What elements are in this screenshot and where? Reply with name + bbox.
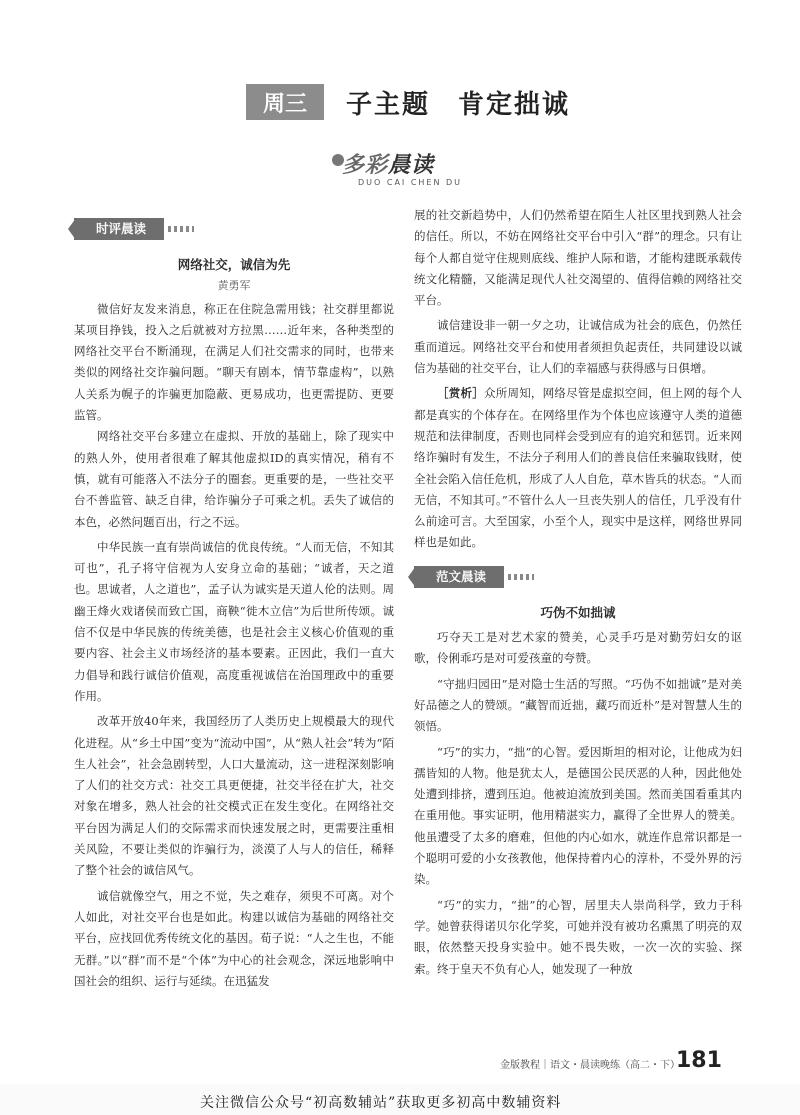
page-number: 181 (676, 1048, 722, 1073)
paragraph: 微信好友发来消息，称正在住院急需用钱；社交群里都说某项目挣钱，投入之后就被对方拉黑……近年来，各种类型的网络社交平台不断涌现，在满足人们社交需求的同时，也带来类似的网络社交诈骗问题。“聊天有剧本，情节靠虚构”，以熟人关系为幌子的诈骗更加隐蔽、更易成功，也更需提防、更要监管。 (74, 301, 394, 423)
footer-book-title: 金版教程｜语文・晨读晚练（高二・下） (500, 1060, 680, 1071)
page-title-bar (246, 82, 570, 122)
left-column (74, 218, 394, 992)
brand-name-sub: 晨读 (388, 153, 435, 178)
bottom-banner (0, 1084, 800, 1115)
right-column (414, 205, 742, 980)
stripe-decoration (508, 574, 534, 580)
article-author: 黄勇军 (217, 279, 251, 293)
bottom-note: 关注微信公众号“初高数辅站”获取更多初高中数辅资料 (200, 1095, 562, 1111)
paragraph: “巧”的实力，“拙”的心智，居里夫人崇尚科学，致力于科学。她曾获得诺贝尔化学奖，可她并没有被功名熏黑了明亮的双眼，依然整天投身实验中。她不畏失败，一次一次的实验、探索。终于皇天不负有心人，她发现了一种放 (414, 897, 742, 976)
brand-pinyin: DUO CAI CHEN DU (358, 178, 463, 187)
paragraph: 展的社交新趋势中，人们仍然希望在陌生人社区里找到熟人社会的信任。所以，不妨在网络社交平台中引入“群”的理念。只有让每个人都自觉守住规则底线、维护人际和谐，才能构建既承载传统文化精髓，又能满足现代人社交渴望的、值得信赖的网络社交平台。 (414, 208, 742, 308)
section-label-text: 时评晨读 (96, 221, 147, 236)
brand-name-main: 多彩 (342, 153, 389, 178)
paragraph: 诚信就像空气，用之不觉，失之难存，须臾不可离。对个人如此，对社交平台也是如此。构建以诚信为基础的网络社交平台，应找回优秀传统文化的基因。荀子说：“人之生也，不能无群。”以“群”而不是“个体”为中心的社会观念，深远地影响中国社会的组织、运行与延续。在迅猛发 (74, 888, 394, 988)
page-title: 子主题 肯定拙诚 (346, 89, 571, 120)
article-title: 网络社交，诚信为先 (177, 257, 291, 272)
paragraph: “巧”的实力，“拙”的心智。爱因斯坦的相对论，让他成为妇孺皆知的人物。他是犹太人，是德国公民厌恶的人种，因此他处处遭到排挤，遭到压迫。他被迫流放到美国。然而美国看重其内在重用他。事实证明，他用精湛实力，赢得了全世界人的赞美。他虽遭受了太多的磨难，但他的内心如水，就连作息常识都是一个聪明可爱的小女孩教他，他保持着内心的淳朴，不受外界的污染。 (414, 744, 742, 887)
analysis-text: 众所周知，网络尽管是虚拟空间，但上网的每个人都是真实的个体存在。在网络里作为个体也应该遵守人类的道德规范和法律制度，否则也同样会受到应有的追究和惩罚。近来网络诈骗时有发生，不法分子利用人们的善良信任来骗取钱财，使全社会陷入信任危机，形成了人人自危，草木皆兵的状态。“人而无信，不知其可。”不管什么人一旦丧失别人的信任，几乎没有什么前途可言。大至国家，小至个人，现实中是这样，网络世界同样也是如此。 (414, 386, 743, 550)
brand-logo (336, 148, 466, 194)
paragraph: 中华民族一直有崇尚诚信的优良传统。“人而无信，不知其可也”，孔子将守信视为人安身立命的基础；“诚者，天之道也。思诚者，人之道也”，孟子认为诚实是天道人伦的法则。周幽王烽火戏诸侯而致亡国，商鞅“徙木立信”为后世所传颂。诚信不仅是中华民族的传统美德，也是社会主义核心价值观的重要内容、社会主义市场经济的基本要素。正因此，我们一直大力倡导和践行诚信价值观，高度重视诚信在治国理政中的重要作用。 (74, 539, 394, 703)
stripe-decoration (168, 226, 194, 232)
section-label-model-essay (414, 566, 504, 588)
paragraph: 巧夺天工是对艺术家的赞美，心灵手巧是对勤劳妇女的讴歌，伶俐乖巧是对可爱孩童的夸赞。 (414, 630, 742, 666)
paragraph: 诚信建设非一朝一夕之功，让诚信成为社会的底色，仍然任重而道远。网络社交平台和使用者须担负起责任，共同建设以诚信为基础的社交平台，让人们的幸福感与获得感与日俱增。 (414, 318, 742, 376)
article-title: 巧伪不如拙诚 (540, 604, 616, 620)
paragraph: 改革开放40年来，我国经历了人类历史上规模最大的现代化进程。从“乡土中国”变为“流动中国”，从“熟人社会”转为“陌生人社会”，社会急剧转型，人口大量流动，这一进程深刻影响了人们的社交方式：社交工具更便捷，社交半径在扩大，社交对象在增多，熟人社会的社交模式正在发生变化。在网络社交平台因为满足人们的交际需求而快速发展之时，更需要注重相关风险，不要让类似的诈骗行为，淡漠了人与人的信任，稀释了整个社会的诚信风气。 (74, 714, 394, 878)
brand-name (342, 148, 434, 179)
weekday-tag: 周三 (246, 84, 324, 120)
section-label-commentary (74, 218, 164, 240)
section-label-text: 范文晨读 (436, 568, 487, 584)
paragraph: “守拙归园田”是对隐士生活的写照。“巧伪不如拙诚”是对美好品德之人的赞颂。“藏智而近拙，藏巧而近朴”是对智慧人生的领悟。 (414, 676, 742, 734)
analysis-label: ［赏析］ (437, 386, 484, 401)
analysis-note (414, 383, 742, 553)
page-footer (500, 1048, 800, 1072)
paragraph: 网络社交平台多建立在虚拟、开放的基础上，除了现实中的熟人外，使用者很难了解其他虚拟ID的真实情况，稍有不慎，就有可能落入不法分子的圈套。更重要的是，一些社交平台不善监管、缺乏自律，给诈骗分子可乘之机。丢失了诚信的本色，必然问题百出，行之不远。 (74, 429, 394, 529)
